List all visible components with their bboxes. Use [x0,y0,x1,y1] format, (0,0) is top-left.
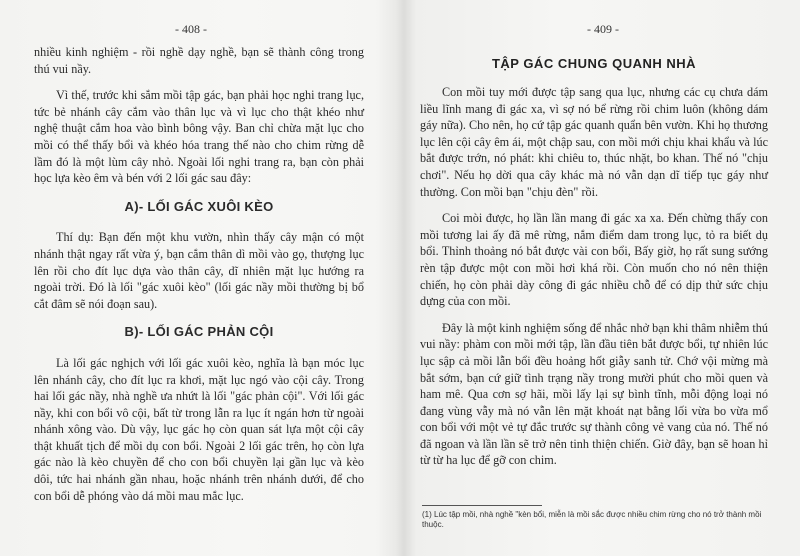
footnote: (1) Lúc tập mồi, nhà nghề "kèn bổi, miễn là mồi sắc được nhiều chim rừng cho nó trở thành mồi thuộc. [422,510,762,529]
paragraph: Là lối gác nghịch với lối gác xuôi kèo, nghĩa là bạn móc lục lên nhánh cây, cho đít lục ra khơi, mặt lục ngó vào cội cây. Trong hai lối gác nầy, nhà nghề ưa nhứt là lối "gác phản cội". Với lối gác nầy, khi con bổi vô cội, bất từ trong lẫn ra lục ít ngán hơn từ ngoài nhánh xông vào. Dù vậy, lục gác họ còn quan sát lựa một cội cây thật khuất tịch để mồi dụ con bổi. Ngoài 2 lối gác trên, họ còn lựa gác nào là kèo chuyền để cho con bổi chuyền lại gần lục và kèo dôi, tức hai nhánh gần nhau, hoặc nhánh trên nhánh dưới, để cho con bổi dễ phóng vào dá mồi mau mắc lục. [34,355,364,503]
paragraph: Đây là một kinh nghiệm sống để nhắc nhở bạn khi thâm nhiễm thú vui nầy: phàm con mồi mới tập, lần đầu tiên bắt được bổi, tự nhiên lúc lục sập cả mồi lẫn bổi đều hoảng hốt giẫy sanh tử. Chớ vội mừng mà bắt sớm, bạn cứ giữ tình trạng nầy trong mười phút cho mồi quen và ham mê. Qua cơn sợ hãi, mồi lấy lại sự bình tĩnh, mỗi động loại nó đang vùng vẫy mà nó vẫn lên mặt khoát nạt bằng lối vừa bo vừa mổ con bổi với một vẻ tự đắc trước sự thành công vẻ vang của nó. Thế nó đã ngoan và lần lần sẽ trở nên tinh thiện chiến. Giờ đây, bạn sẽ hoan hỉ từ từ ha lục để gỡ con chim. [420,320,768,468]
chapter-title: TẬP GÁC CHUNG QUANH NHÀ [491,56,697,71]
left-page-body [34,44,364,514]
paragraph: Con mồi tuy mới được tập sang qua lục, nhưng các cụ chưa dám liều lĩnh mang đi gác xa, vì sợ nó bể rừng rồi chim luôn (không dám gáy nữa). Cho nên, họ cứ tập gác quanh quẩn bên vườn. Khi họ thương lục lên cội cây êm ái, một chập sau, con mồi mới chịu khai khẩu và lúc bắt được trớn, nó phát: khi chiêu to, thúc nhặt, bo khan. Thế nó "chịu chơi". Nếu họ dời qua cây khác mà nó vẫn dạn dĩ tiếp tục gáy như thường. Con mồi bạn "chịu đèn" rồi. [420,85,768,199]
paragraph: Coi mòi được, họ lần lần mang đi gác xa xa. Đến chừng thấy con mồi tương lai ấy đã mê rừng, nắm điểm dam trong lục, tỏ ra biết dụ bổi. Thỉnh thoảng nó bắt được vài con bổi, Bấy giờ, họ rất sung sướng rèn tập được một con mồi hơi khá rồi. Còn muốn cho nó nên thiện chiến, họ còn phải dày công đi gác nhiều chỗ để có dịp thử sức chịu dựng của con mồi. [420,211,768,309]
left-page [0,0,398,556]
paragraph: Vì thế, trước khi sắm mồi tập gác, bạn phải học nghi trang lục, tức bẻ nhánh cây cắm vào thân lục và vì lục cho thật khéo như nghệ thuật cắm hoa vào bình bông vậy. Ban chỉ chừa mặt lục cho mồi có thể thấy bổi và khéo hóa trang thế nào cho chim rừng dễ lầm đó là một lùm cây nhỏ. Ngoài lối nghi trang ra, bạn còn phải học lựa kèo êm và bén với 2 lối gác sau đây: [34,88,364,186]
right-page [402,0,800,556]
page-number: - 409 - [587,22,619,36]
paragraph: Thí dụ: Bạn đến một khu vườn, nhìn thấy cây mận có một nhánh thật ngay rất vừa ý, bạn cắm thân dì mồi vào gọ, thượng lục lên rồi cho đít lục dựa vào thân cây, dĩ nhiên mặt lục hướng ra ngoài trời. Đó là lối "gác xuôi kèo" (lối gác nầy mồi thường bị bổ cắt đâm sẽ nói đoạn sau). [34,230,364,311]
footnote-divider [422,505,542,506]
section-heading-b: B)- LỐI GÁC PHẢN CỘI [124,324,274,340]
section-heading-a: A)- LỐI GÁC XUÔI KÈO [124,198,274,214]
paragraph: nhiều kinh nghiệm - rồi nghề dạy nghề, bạn sẽ thành công trong thú vui nầy. [34,45,364,76]
page-number: - 408 - [175,22,207,36]
right-page-body [420,84,768,479]
